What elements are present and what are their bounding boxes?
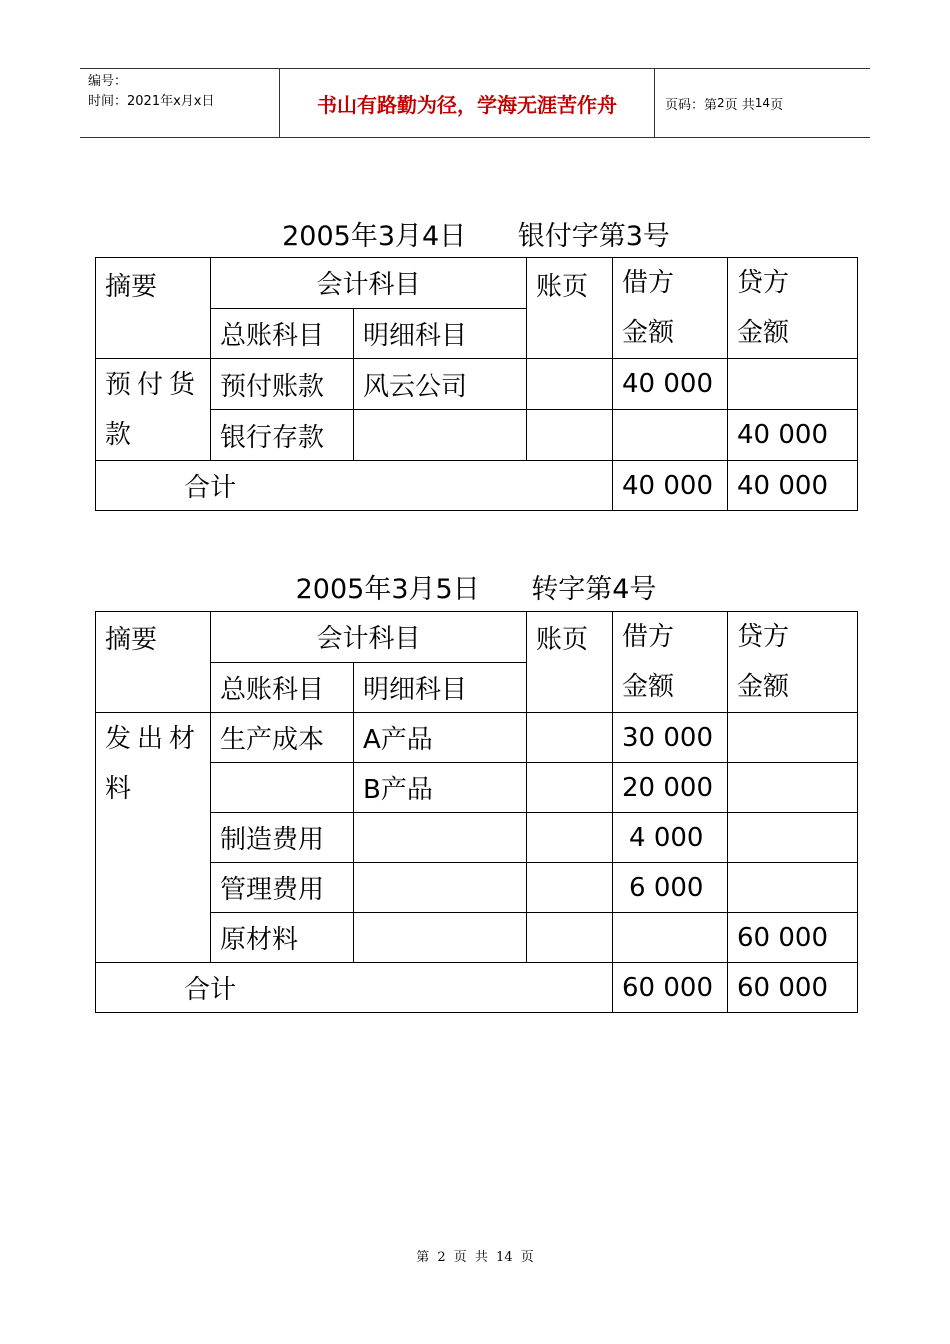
page-cell bbox=[527, 863, 613, 913]
credit-cell bbox=[728, 863, 858, 913]
total-debit: 40 000 bbox=[613, 461, 728, 511]
header-account-subject: 会计科目 bbox=[211, 612, 527, 663]
header-debit bbox=[613, 258, 728, 359]
detail-cell bbox=[354, 410, 527, 461]
page-mid: 页 共 bbox=[724, 97, 755, 113]
credit-cell bbox=[728, 763, 858, 813]
header-ledger-page: 账页 bbox=[527, 258, 613, 359]
page-footer: 第 2 页 共 14 页 bbox=[416, 1250, 534, 1265]
detail-cell: 风云公司 bbox=[354, 359, 527, 410]
header-general-ledger: 总账科目 bbox=[211, 662, 354, 713]
page-number: 2 bbox=[717, 96, 725, 110]
total-label: 合计 bbox=[96, 963, 613, 1013]
header-account-subject: 会计科目 bbox=[211, 258, 527, 309]
general-cell: 管理费用 bbox=[211, 863, 354, 913]
total-row bbox=[96, 461, 858, 511]
table-row bbox=[96, 813, 858, 863]
page-cell bbox=[527, 359, 613, 410]
general-cell: 原材料 bbox=[211, 913, 354, 963]
detail-cell bbox=[354, 913, 527, 963]
voucher1-table bbox=[95, 257, 858, 511]
page-header bbox=[80, 68, 870, 138]
voucher1-title: 2005年3月4日 银付字第3号 bbox=[282, 221, 670, 252]
detail-cell: A产品 bbox=[354, 713, 527, 763]
general-cell: 生产成本 bbox=[211, 713, 354, 763]
debit-cell: 40 000 bbox=[613, 359, 728, 410]
table-row bbox=[96, 713, 858, 763]
total-label: 合计 bbox=[96, 461, 613, 511]
header-detail-subject: 明细科目 bbox=[354, 662, 527, 713]
credit-label: 贷方 bbox=[737, 268, 790, 298]
time-label: 时间：2021年x月x日 bbox=[88, 94, 215, 109]
header-meta bbox=[80, 69, 280, 137]
debit-cell: 6 000 bbox=[613, 863, 728, 913]
debit-cell: 30 000 bbox=[613, 713, 728, 763]
general-cell: 预付账款 bbox=[211, 359, 354, 410]
debit-cell bbox=[613, 410, 728, 461]
debit-cell: 20 000 bbox=[613, 763, 728, 813]
detail-cell bbox=[354, 813, 527, 863]
debit-cell bbox=[613, 913, 728, 963]
credit-cell bbox=[728, 813, 858, 863]
number-label: 编号： bbox=[88, 74, 128, 89]
detail-cell: B产品 bbox=[354, 763, 527, 813]
summary-cell: 发出材料 bbox=[96, 713, 211, 963]
total-debit: 60 000 bbox=[613, 963, 728, 1013]
header-motto: 书山有路勤为径，学海无涯苦作舟 bbox=[280, 69, 655, 137]
general-cell: 制造费用 bbox=[211, 813, 354, 863]
header-debit bbox=[613, 612, 728, 713]
debit-amount-label: 金额 bbox=[622, 672, 675, 702]
header-ledger-page: 账页 bbox=[527, 612, 613, 713]
voucher2-table bbox=[95, 611, 858, 1013]
total-row bbox=[96, 963, 858, 1013]
total-credit: 60 000 bbox=[728, 963, 858, 1013]
table-row bbox=[96, 913, 858, 963]
credit-amount-label: 金额 bbox=[737, 318, 790, 348]
page-label: 页码：第 bbox=[665, 97, 718, 113]
credit-label: 贷方 bbox=[737, 622, 790, 652]
credit-cell: 40 000 bbox=[728, 410, 858, 461]
debit-amount-label: 金额 bbox=[622, 318, 675, 348]
page-total: 14 bbox=[754, 96, 771, 110]
credit-cell: 60 000 bbox=[728, 913, 858, 963]
voucher2-title: 2005年3月5日 转字第4号 bbox=[295, 574, 657, 605]
page-cell bbox=[527, 713, 613, 763]
page-cell bbox=[527, 913, 613, 963]
page-end: 页 bbox=[770, 97, 784, 113]
header-summary: 摘要 bbox=[96, 258, 211, 359]
header-summary: 摘要 bbox=[96, 612, 211, 713]
header-credit bbox=[728, 258, 858, 359]
page-cell bbox=[527, 763, 613, 813]
general-cell bbox=[211, 763, 354, 813]
credit-amount-label: 金额 bbox=[737, 672, 790, 702]
detail-cell bbox=[354, 863, 527, 913]
debit-label: 借方 bbox=[622, 622, 675, 652]
table-row bbox=[96, 410, 858, 461]
debit-label: 借方 bbox=[622, 268, 675, 298]
header-credit bbox=[728, 612, 858, 713]
header-detail-subject: 明细科目 bbox=[354, 308, 527, 359]
credit-cell bbox=[728, 359, 858, 410]
credit-cell bbox=[728, 713, 858, 763]
table-row bbox=[96, 359, 858, 410]
header-page-info bbox=[655, 69, 870, 137]
summary-cell: 预付货款 bbox=[96, 359, 211, 461]
general-cell: 银行存款 bbox=[211, 410, 354, 461]
page-cell bbox=[527, 410, 613, 461]
debit-cell: 4 000 bbox=[613, 813, 728, 863]
table-row bbox=[96, 863, 858, 913]
table-row bbox=[96, 763, 858, 813]
total-credit: 40 000 bbox=[728, 461, 858, 511]
page-cell bbox=[527, 813, 613, 863]
header-general-ledger: 总账科目 bbox=[211, 308, 354, 359]
